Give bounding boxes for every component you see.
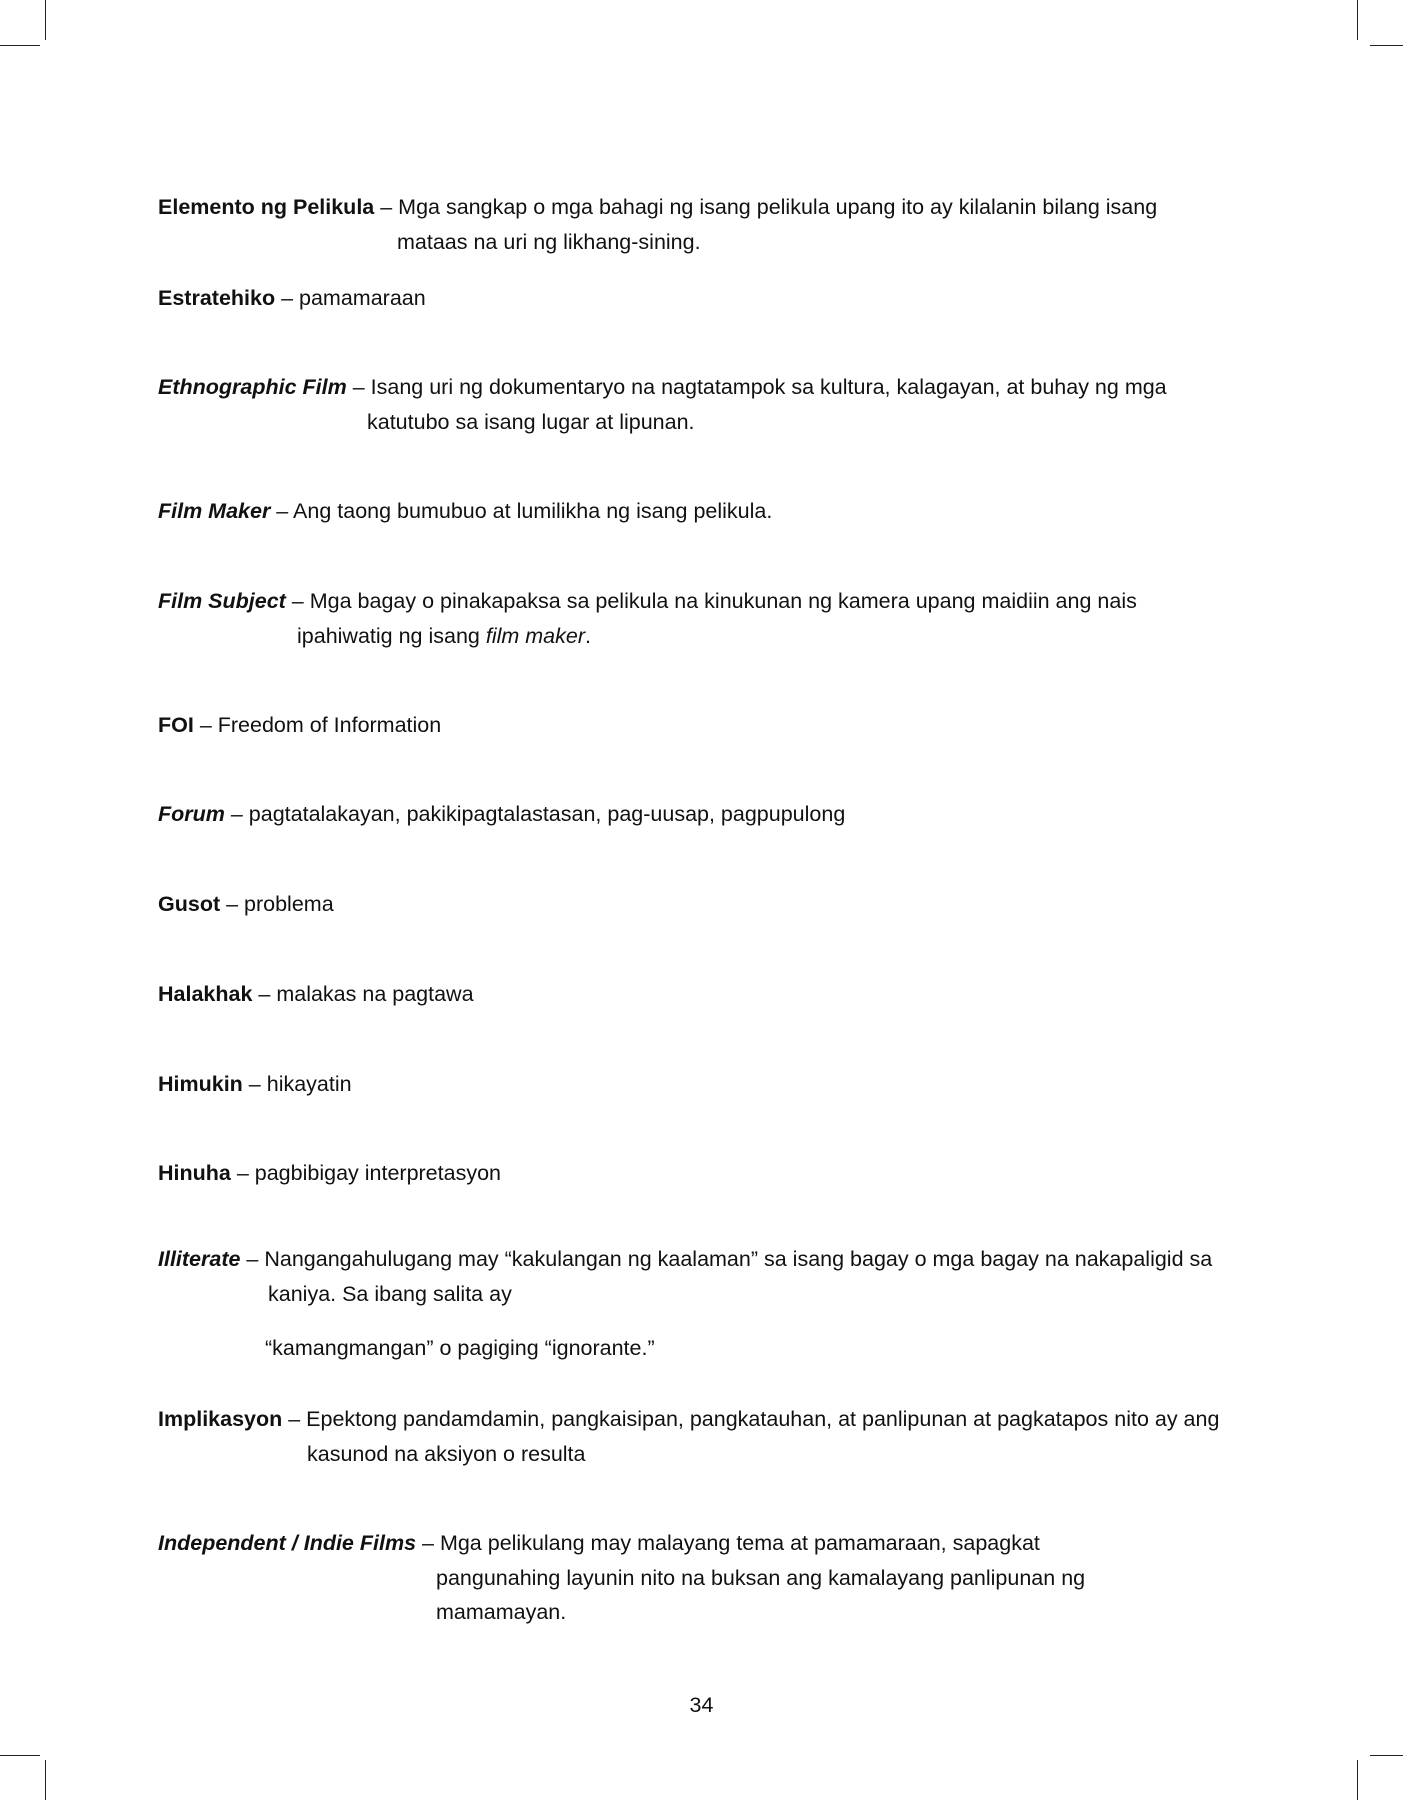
definition: Nangangahulugang may “kakulangan ng kaalaman” sa isang bagay o mga bagay na nakapaligid sa [264,1247,1213,1271]
glossary-entry-film-maker: Film Maker – Ang taong bumubuo at lumilikha ng isang pelikula. [158,499,773,523]
crop-mark-bottom-right-v [1357,1760,1358,1800]
term: Film Subject [158,589,286,613]
glossary-entry-estratehiko: Estratehiko – pamamaraan [158,286,426,310]
glossary-entry-elemento-ng-pelikula: Elemento ng Pelikula – Mga sangkap o mga bahagi ng isang pelikula upang ito ay kilalanin bilang isang mataas na uri ng likhang-sining. [158,190,1258,259]
glossary-entry-foi: FOI – Freedom of Information [158,713,442,737]
glossary-entry-halakhak: Halakhak – malakas na pagtawa [158,982,474,1006]
term: Hinuha [158,1161,231,1185]
term: FOI [158,713,194,737]
glossary-entry-hinuha: Hinuha – pagbibigay interpretasyon [158,1161,501,1185]
term: Ethnographic Film [158,375,347,399]
definition-continuation: kasunod na aksiyon o resulta [307,1441,586,1466]
term: Independent / Indie Films [158,1531,417,1555]
glossary-entry-himukin: Himukin – hikayatin [158,1072,352,1096]
definition-continuation: kaniya. Sa ibang salita ay [268,1281,512,1306]
term: Illiterate [158,1247,241,1271]
glossary-entry-illiterate: Illiterate – Nangangahulugang may “kakulangan ng kaalaman” sa isang bagay o mga bagay na nakapaligid sa kaniya. Sa ibang salita ay “kamangmangan” o pagiging “ignorante.” [158,1242,1258,1366]
crop-mark-bottom-right-h [1370,1755,1403,1756]
crop-mark-bottom-left-h [0,1755,40,1756]
term: Elemento ng Pelikula [158,195,375,219]
crop-mark-top-left-h [0,45,40,46]
glossary-entry-forum: Forum – pagtatalakayan, pakikipagtalastasan, pag-uusap, pagpupulong [158,802,846,826]
definition: Mga pelikulang may malayang tema at pamamaraan, sapagkat [439,1531,1040,1555]
term: Himukin [158,1072,243,1096]
definition: Freedom of Information [217,713,442,737]
definition: problema [244,892,334,916]
definition-continuation: ipahiwatig ng isang film maker. [297,623,591,648]
term: Implikasyon [158,1407,283,1431]
crop-mark-top-right-h [1370,45,1403,46]
page-number: 34 [689,1693,714,1717]
glossary-entry-implikasyon: Implikasyon – Epektong pandamdamin, pangkaisipan, pangkatauhan, at panlipunan at pagkatapos nito ay ang kasunod na aksiyon o resulta [158,1402,1258,1471]
definition: pagtatalakayan, pakikipagtalastasan, pag-uusap, pagpupulong [248,802,846,826]
definition-continuation: mamamayan. [436,1600,567,1624]
definition: Ang taong bumubuo at lumilikha ng isang pelikula. [293,499,773,523]
definition: malakas na pagtawa [276,982,474,1006]
definition: Isang uri ng dokumentaryo na nagtatampok sa kultura, kalagayan, at buhay ng mga [370,375,1167,399]
crop-mark-bottom-left-v [45,1760,46,1800]
term: Estratehiko [158,286,276,310]
definition: Epektong pandamdamin, pangkaisipan, pangkatauhan, at panlipunan at pagkatapos nito ay ang [306,1407,1220,1431]
glossary-entry-ethnographic-film: Ethnographic Film – Isang uri ng dokumentaryo na nagtatampok sa kultura, kalagayan, at buhay ng mga katutubo sa isang lugar at lipunan. [158,370,1258,439]
crop-mark-top-right-v [1357,0,1358,40]
definition-continuation: katutubo sa isang lugar at lipunan. [367,409,695,434]
definition: pamamaraan [299,286,426,310]
term: Forum [158,802,225,826]
crop-mark-top-left-v [45,0,46,40]
definition: pagbibigay interpretasyon [254,1161,501,1185]
definition-continuation: mataas na uri ng likhang-sining. [397,229,701,254]
definition: Mga bagay o pinakapaksa sa pelikula na kinukunan ng kamera upang maidiin ang nais [309,589,1137,613]
definition: Mga sangkap o mga bahagi ng isang pelikula upang ito ay kilalanin bilang isang [398,195,1158,219]
glossary-entry-independent-indie-films: Independent / Indie Films – Mga pelikulang may malayang tema at pamamaraan, sapagkat pangunahing layunin nito na buksan ang kamalayang panlipunan ng mamamayan. [158,1526,1258,1630]
term: Halakhak [158,982,253,1006]
definition-continuation: “kamangmangan” o pagiging “ignorante.” [265,1336,655,1360]
definition: hikayatin [266,1072,352,1096]
glossary-entry-film-subject: Film Subject – Mga bagay o pinakapaksa sa pelikula na kinukunan ng kamera upang maidiin ang nais ipahiwatig ng isang film maker. [158,584,1258,653]
term: Film Maker [158,499,271,523]
glossary-entry-gusot: Gusot – problema [158,892,334,916]
definition-continuation: pangunahing layunin nito na buksan ang kamalayang panlipunan ng [436,1565,1086,1590]
term: Gusot [158,892,221,916]
